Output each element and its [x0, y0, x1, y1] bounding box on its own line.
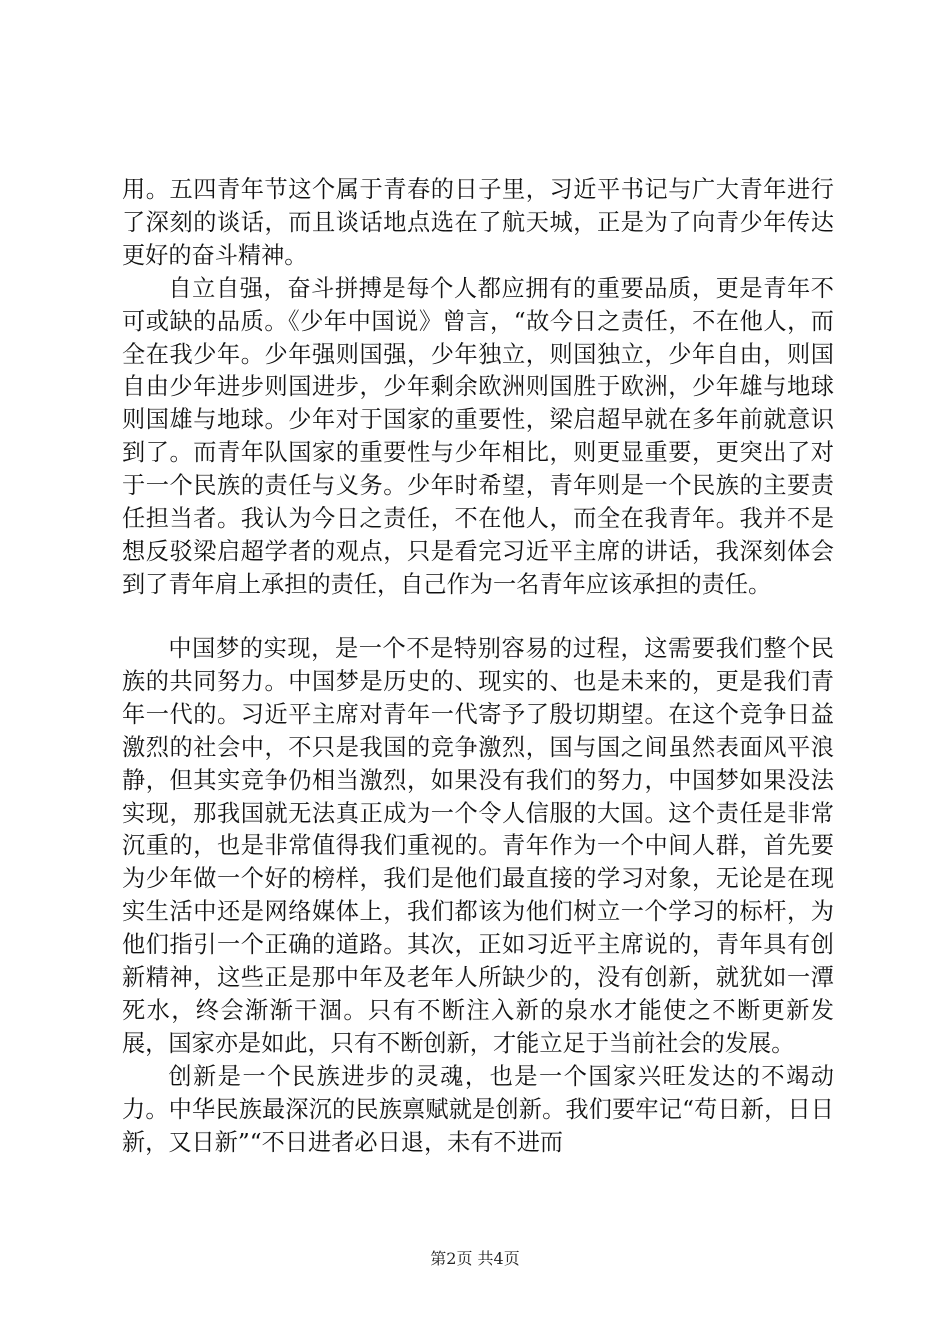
page-number-footer: 第2页 共4页	[430, 1249, 520, 1268]
paragraph: 自立自强，奋斗拼搏是每个人都应拥有的重要品质，更是青年不可或缺的品质。《少年中国说》曾言，“故今日之责任，不在他人，而全在我少年。少年强则国强，少年独立，则国独立，少年自由，则国自由少年进步则国进步，少年剩余欧洲则国胜于欧洲，少年雄与地球则国雄与地球。少年对于国家的重要性，梁启超早就在多年前就意识到了。而青年队国家的重要性与少年相比，则更显重要，更突出了对于一个民族的责任与义务。少年时希望，青年则是一个民族的主要责任担当者。我认为今日之责任，不在他人，而全在我青年。我并不是想反驳梁启超学者的观点，只是看完习近平主席的讲话，我深刻体会到了青年肩上承担的责任，自己作为一名青年应该承担的责任。	[122, 274, 834, 598]
text-block-lower	[122, 633, 834, 1160]
paragraph-continuation: 用。五四青年节这个属于青春的日子里，习近平书记与广大青年进行了深刻的谈话，而且谈话地点选在了航天城，正是为了向青少年传达更好的奋斗精神。	[122, 176, 834, 269]
paragraph: 创新是一个民族进步的灵魂，也是一个国家兴旺发达的不竭动力。中华民族最深沉的民族禀赋就是创新。我们要牢记“苟日新，日日新，又日新”“不日进者必日退，未有不进而	[122, 1062, 834, 1156]
text-block-upper	[122, 174, 834, 602]
paragraph: 中国梦的实现，是一个不是特别容易的过程，这需要我们整个民族的共同努力。中国梦是历史的、现实的、也是未来的，更是我们青年一代的。习近平主席对青年一代寄予了殷切期望。在这个竞争日益激烈的社会中，不只是我国的竞争激烈，国与国之间虽然表面风平浪静，但其实竞争仍相当激烈，如果没有我们的努力，中国梦如果没法实现，那我国就无法真正成为一个令人信服的大国。这个责任是非常沉重的，也是非常值得我们重视的。青年作为一个中间人群，首先要为少年做一个好的榜样，我们是他们最直接的学习对象，无论是在现实生活中还是网络媒体上，我们都该为他们树立一个学习的标杆，为他们指引一个正确的道路。其次，正如习近平主席说的，青年具有创新精神，这些正是那中年及老年人所缺少的，没有创新，就犹如一潭死水，终会渐渐干涸。只有不断注入新的泉水才能使之不断更新发展，国家亦是如此，只有不断创新，才能立足于当前社会的发展。	[122, 635, 834, 1057]
